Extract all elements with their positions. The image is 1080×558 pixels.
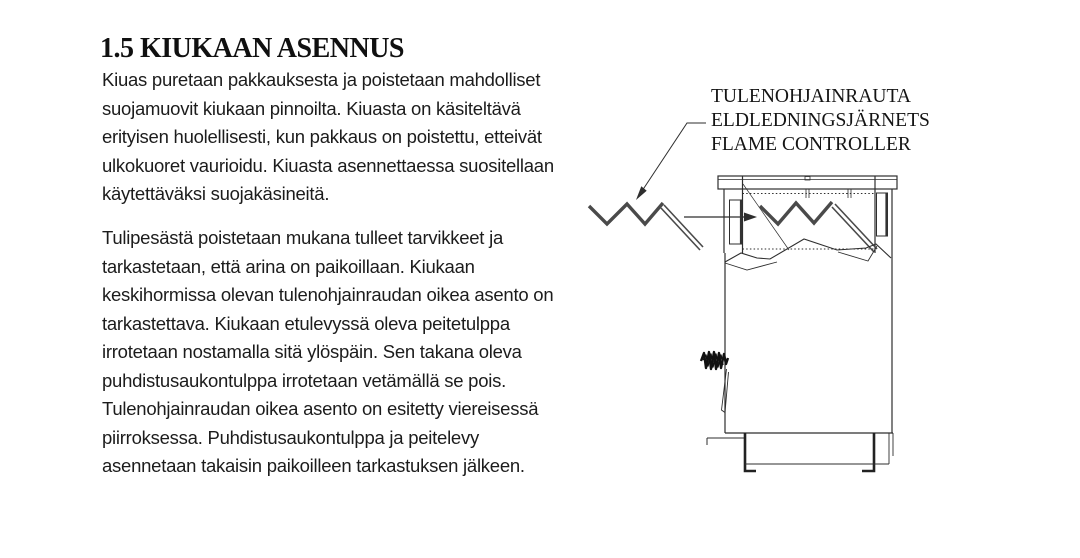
diagram-label-swedish: ELDLEDNINGSJÄRNETS — [711, 110, 930, 131]
stove-technical-drawing — [575, 95, 940, 500]
body-text-line: ulkokuoret vaurioidu. Kiuasta asennettaessa suositellaan — [102, 154, 554, 176]
body-text-line: tarkastettava. Kiukaan etulevyssä oleva peitetulppa — [102, 312, 510, 334]
body-text-line: piirroksessa. Puhdistusaukontulppa ja peitelevy — [102, 426, 479, 448]
insert-arrow — [684, 213, 757, 222]
flame-controller-icon — [589, 203, 703, 250]
diagram-label-english: FLAME CONTROLLER — [711, 134, 911, 155]
body-text-line: Tulenohjainraudan oikea asento on esitetty viereisessä — [102, 398, 539, 419]
body-text-line: suojamuovit kiukaan pinnoilta. Kiuasta on käsiteltävä — [102, 97, 521, 119]
body-text-line: asennetaan takaisin paikoilleen tarkastuksen jälkeen. — [102, 455, 525, 476]
intro-paragraph — [102, 66, 554, 209]
stove-body — [725, 253, 893, 433]
installed-flame-controller — [760, 202, 877, 252]
body-text-line: keskihormissa olevan tulenohjainraudan oikea asento on — [102, 284, 554, 305]
leader-line — [636, 123, 706, 200]
section-heading: 1.5 KIUKAAN ASENNUS — [100, 33, 404, 64]
body-text-line: Kiuas puretaan pakkauksesta ja poistetaan mahdolliset — [102, 69, 541, 90]
body-text-line: tarkastetaan, että arina on paikoillaan. Kiukaan — [102, 255, 475, 277]
body-text-line: erityisen huolellisesti, kun pakkaus on poistettu, etteivät — [102, 126, 542, 147]
stove-base — [707, 433, 893, 471]
body-text-line: irrotetaan nostamalla sitä ylöspäin. Sen takana oleva — [102, 341, 522, 362]
instructions-paragraph — [102, 224, 553, 481]
spring-handle — [701, 352, 728, 369]
diagram-label-finnish: TULENOHJAINRAUTA — [711, 86, 911, 107]
body-text-line: puhdistusaukontulppa irrotetaan vetämällä se pois. — [102, 369, 507, 391]
body-text-line: käytettäväksi suojakäsineitä. — [102, 183, 330, 204]
body-text-line: Tulipesästä poistetaan mukana tulleet tarvikkeet ja — [102, 227, 503, 248]
